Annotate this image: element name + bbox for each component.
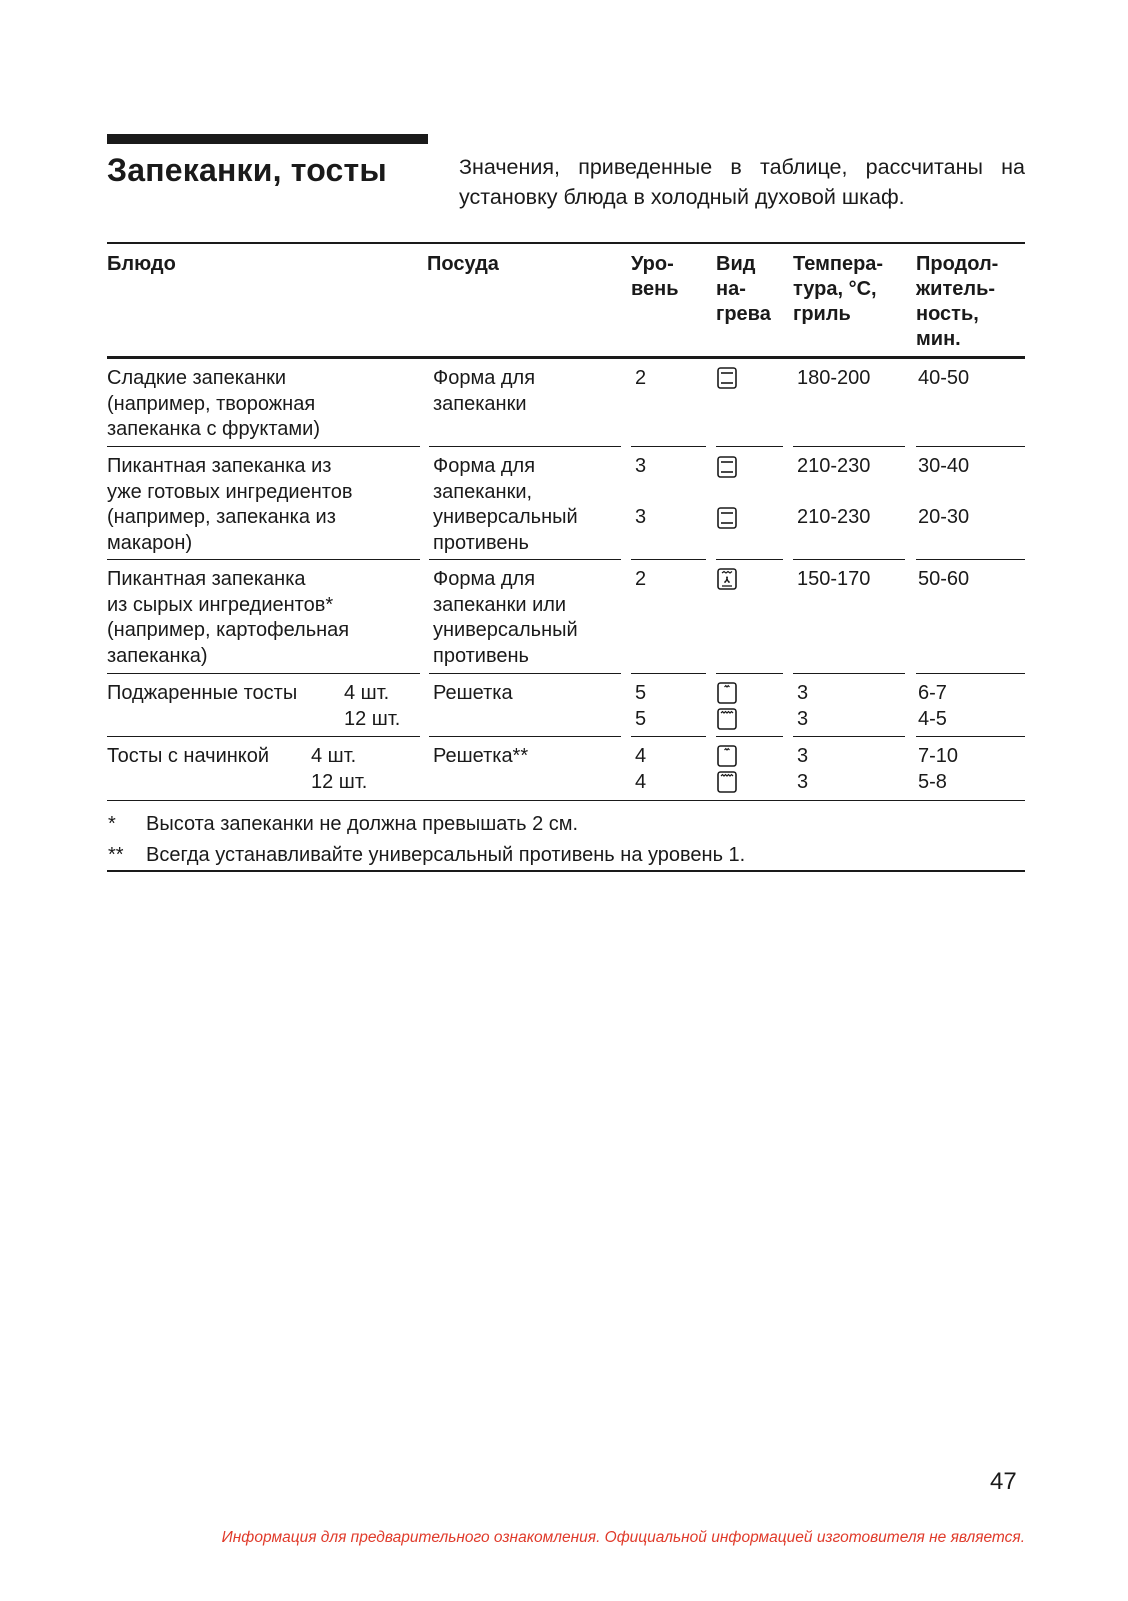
thermo-grill-icon xyxy=(717,568,737,590)
row4-quantity-a: 4 шт. xyxy=(344,682,390,704)
footnote-mark-1: * xyxy=(108,813,116,835)
row5-dish: Тосты с начинкой xyxy=(107,745,270,767)
footnote-text-1: Высота запеканки не должна превышать 2 см. xyxy=(146,813,579,835)
large-grill-icon xyxy=(717,771,737,793)
footnote-text-2: Всегда устанавливайте универсальный противень на уровень 1. xyxy=(146,844,746,866)
row-rule xyxy=(916,559,1025,560)
header-temperature: Темпера- тура, °C, гриль xyxy=(793,253,884,325)
header-dish: Блюдо xyxy=(107,253,176,275)
row5-level-a: 4 xyxy=(635,745,647,767)
row-rule xyxy=(716,559,783,560)
row2-temperature-b: 210-230 xyxy=(797,506,871,528)
row-rule xyxy=(716,736,783,737)
row3-dish: Пикантная запеканка из сырых ингредиентов* (например, картофельная запеканка) xyxy=(107,568,350,667)
row-rule xyxy=(429,446,621,447)
row5-quantity-b: 12 шт. xyxy=(311,771,368,793)
row2-dish: Пикантная запеканка из уже готовых ингредиентов (например, запеканка из макарон) xyxy=(107,455,353,554)
row-rule xyxy=(916,673,1025,674)
row5-temperature-a: 3 xyxy=(797,745,809,767)
top-bottom-heat-icon xyxy=(717,507,737,529)
row1-duration: 40-50 xyxy=(918,367,970,389)
top-bottom-heat-icon xyxy=(717,456,737,478)
row3-duration: 50-60 xyxy=(918,568,970,590)
row2-level-a: 3 xyxy=(635,455,647,477)
row4-dishware: Решетка xyxy=(433,682,513,704)
row1-temperature: 180-200 xyxy=(797,367,871,389)
header-heating: Вид на- грева xyxy=(716,253,771,325)
footnotes-bottom-rule xyxy=(107,870,1025,872)
row4-level-a: 5 xyxy=(635,682,647,704)
row4-level-b: 5 xyxy=(635,708,647,730)
row-rule xyxy=(107,736,420,737)
row4-dish: Поджаренные тосты xyxy=(107,682,298,704)
row2-dishware: Форма для запеканки, универсальный противень xyxy=(433,455,578,554)
row-rule xyxy=(716,673,783,674)
row1-dishware: Форма для запеканки xyxy=(433,367,536,415)
row4-quantity-b: 12 шт. xyxy=(344,708,401,730)
row1-dish: Сладкие запеканки (например, творожная запеканка с фруктами) xyxy=(107,367,320,440)
row4-temperature-a: 3 xyxy=(797,682,809,704)
row-rule xyxy=(916,446,1025,447)
table-top-rule xyxy=(107,242,1025,244)
row4-duration-a: 6-7 xyxy=(918,682,947,704)
row3-dishware: Форма для запеканки или универсальный противень xyxy=(433,568,578,667)
row2-duration-b: 20-30 xyxy=(918,506,970,528)
disclaimer-text: Информация для предварительного ознакомления. Официальной информацией изготовителя не является. xyxy=(221,1529,1025,1546)
row5-temperature-b: 3 xyxy=(797,771,809,793)
row-rule xyxy=(107,559,420,560)
title-bar xyxy=(107,134,428,144)
row3-level: 2 xyxy=(635,568,647,590)
row-rule xyxy=(916,736,1025,737)
page-title: Запеканки, тосты xyxy=(107,152,387,188)
row5-quantity-a: 4 шт. xyxy=(311,745,357,767)
row2-level-b: 3 xyxy=(635,506,647,528)
row-rule xyxy=(429,559,621,560)
row4-duration-b: 4-5 xyxy=(918,708,947,730)
row3-temperature: 150-170 xyxy=(797,568,871,590)
intro-text: Значения, приведенные в таблице, рассчитаны на установку блюда в холодный духовой шкаф. xyxy=(459,155,1025,209)
page-number: 47 xyxy=(990,1468,1017,1495)
row-rule xyxy=(429,736,621,737)
row5-duration-b: 5-8 xyxy=(918,771,947,793)
row-rule xyxy=(793,446,905,447)
row4-temperature-b: 3 xyxy=(797,708,809,730)
table-bottom-rule xyxy=(107,800,1025,801)
row-rule xyxy=(793,559,905,560)
row2-temperature-a: 210-230 xyxy=(797,455,871,477)
top-bottom-heat-icon xyxy=(717,367,737,389)
row-rule xyxy=(631,559,706,560)
row-rule xyxy=(631,673,706,674)
small-grill-icon xyxy=(717,682,737,704)
row5-level-b: 4 xyxy=(635,771,647,793)
row1-level: 2 xyxy=(635,367,647,389)
row5-dishware: Решетка** xyxy=(433,745,529,767)
header-bottom-rule xyxy=(107,356,1025,359)
small-grill-icon xyxy=(717,745,737,767)
row-rule xyxy=(716,446,783,447)
row5-duration-a: 7-10 xyxy=(918,745,959,767)
row-rule xyxy=(631,736,706,737)
row-rule xyxy=(793,736,905,737)
row-rule xyxy=(107,446,420,447)
header-duration: Продол- житель- ность, мин. xyxy=(916,253,999,350)
row2-duration-a: 30-40 xyxy=(918,455,970,477)
row-rule xyxy=(631,446,706,447)
header-level: Уро- вень xyxy=(631,253,679,300)
header-dishware: Посуда xyxy=(427,253,499,275)
row-rule xyxy=(793,673,905,674)
row-rule xyxy=(429,673,621,674)
row-rule xyxy=(107,673,420,674)
large-grill-icon xyxy=(717,708,737,730)
footnote-mark-2: ** xyxy=(108,844,124,866)
